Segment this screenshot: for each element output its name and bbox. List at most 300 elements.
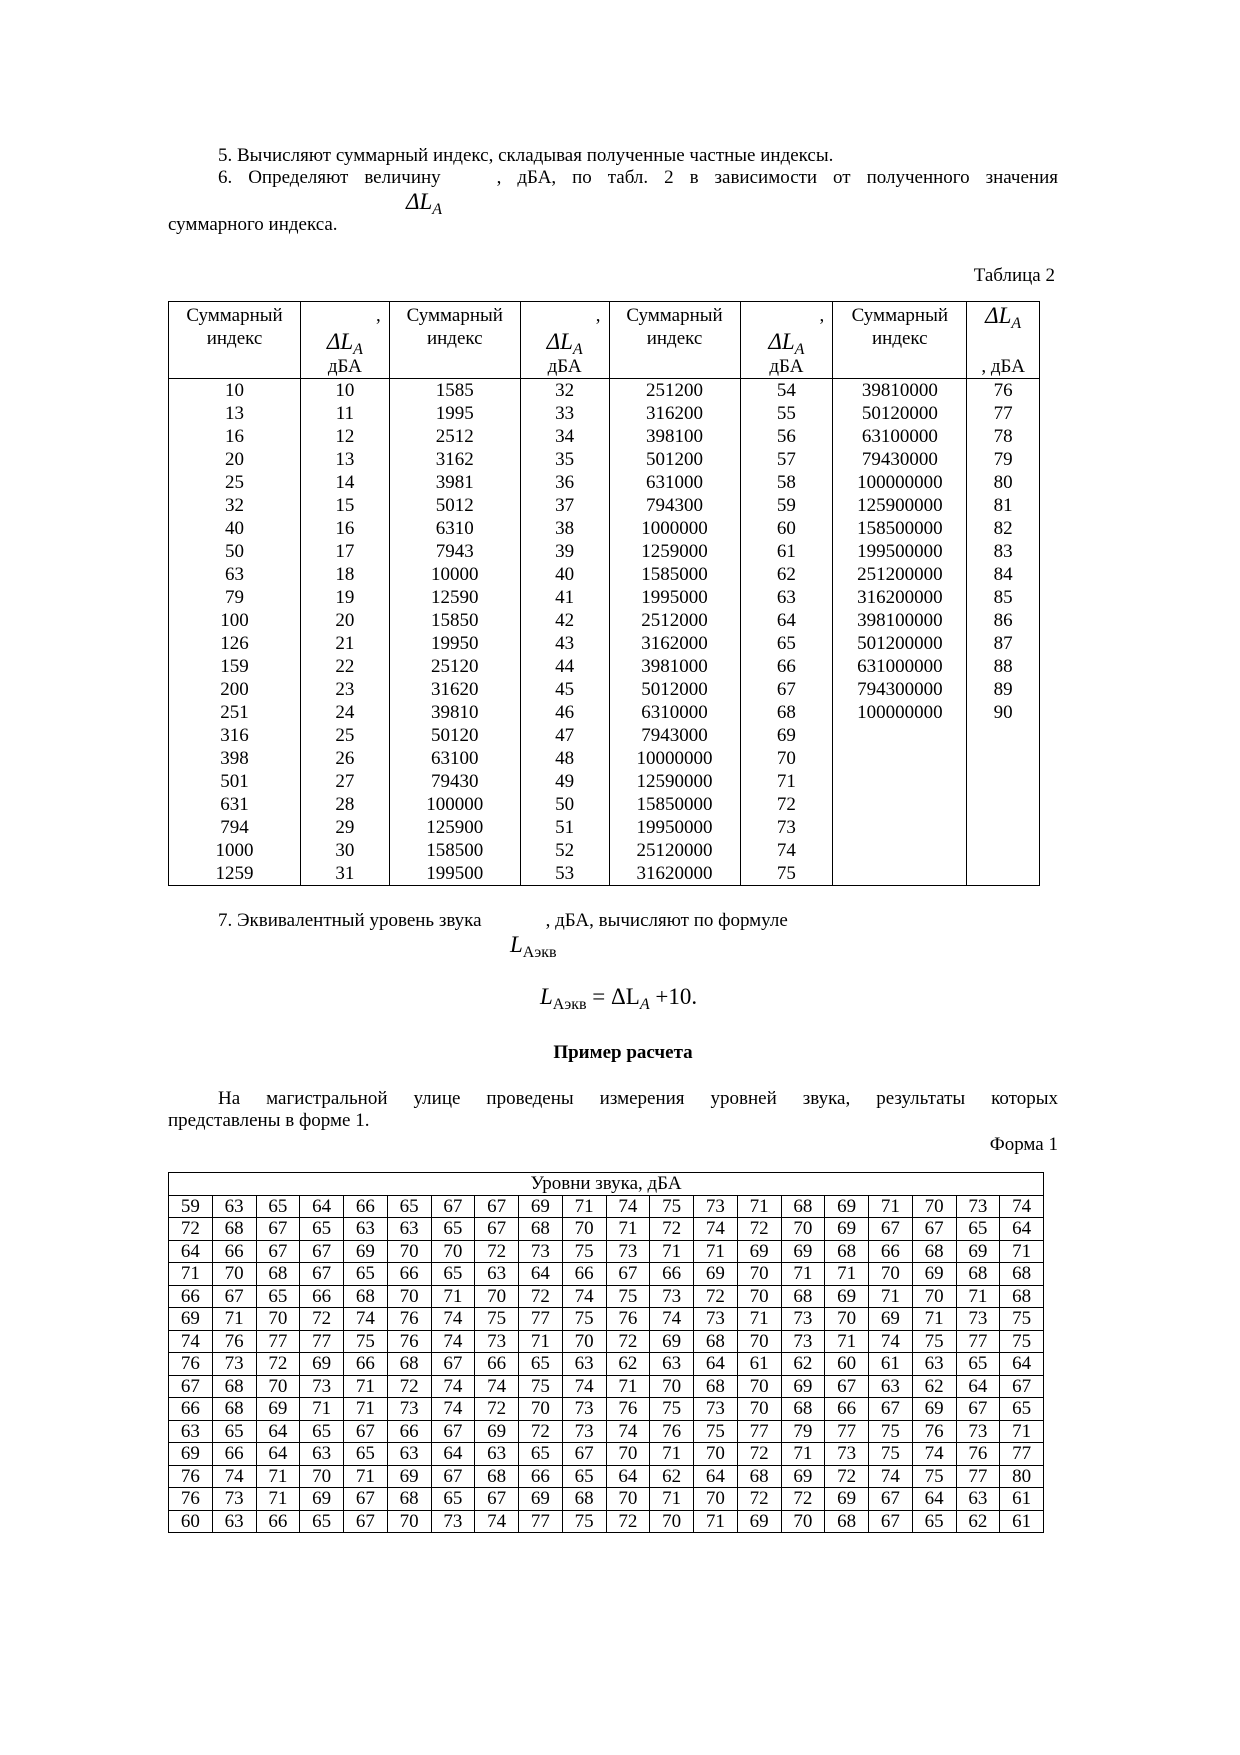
form-1-cell: 65 — [431, 1488, 475, 1511]
table-2-cell — [833, 862, 967, 886]
form-1-cell: 69 — [912, 1398, 956, 1421]
table-2-cell: 23 — [301, 678, 390, 701]
table-2-cell: 61 — [740, 540, 833, 563]
table-2-cell — [833, 839, 967, 862]
form-1-cell: 73 — [212, 1488, 256, 1511]
form-1-cell: 68 — [825, 1240, 869, 1263]
table-2-cell: 20 — [301, 609, 390, 632]
table-2-cell: 63100000 — [833, 425, 967, 448]
table-2-cell: 19 — [301, 586, 390, 609]
table-2-cell: 1995000 — [609, 586, 740, 609]
form-1-cell: 73 — [781, 1308, 825, 1331]
form-1-cell: 74 — [562, 1285, 606, 1308]
form-1-cell: 69 — [737, 1510, 781, 1533]
form-1-cell: 72 — [169, 1218, 213, 1241]
form-1-cell: 71 — [737, 1308, 781, 1331]
form-1-cell: 72 — [650, 1218, 694, 1241]
table-2-cell: 47 — [520, 724, 609, 747]
form-1-cell: 76 — [169, 1465, 213, 1488]
form-1-cell: 74 — [475, 1510, 519, 1533]
table-2-cell: 29 — [301, 816, 390, 839]
form-1-cell: 70 — [825, 1308, 869, 1331]
table-2-row — [169, 701, 1040, 724]
form-1-cell: 68 — [387, 1353, 431, 1376]
form-1-cell: 75 — [650, 1398, 694, 1421]
form-1-cell: 69 — [956, 1240, 1000, 1263]
form-1-cell: 71 — [344, 1465, 388, 1488]
form-1-cell: 66 — [300, 1285, 344, 1308]
table-2-cell: 82 — [967, 517, 1040, 540]
form-1-table — [168, 1172, 1044, 1533]
table-2-cell: 31620000 — [609, 862, 740, 886]
form-1-cell: 76 — [650, 1420, 694, 1443]
form-1-cell: 67 — [1000, 1375, 1044, 1398]
table-2-cell: 25120 — [389, 655, 520, 678]
form-1-cell: 71 — [256, 1488, 300, 1511]
form-1-cell: 68 — [825, 1510, 869, 1533]
form-1-cell: 69 — [519, 1488, 563, 1511]
form-1-cell: 67 — [869, 1488, 913, 1511]
form-1-cell: 74 — [431, 1308, 475, 1331]
form-1-cell: 72 — [737, 1488, 781, 1511]
table-2-cell: 12 — [301, 425, 390, 448]
form-1-cell: 77 — [956, 1465, 1000, 1488]
form-1-cell: 68 — [212, 1218, 256, 1241]
form-1-cell: 66 — [344, 1353, 388, 1376]
form-1-cell: 65 — [431, 1218, 475, 1241]
form-1-cell: 70 — [737, 1330, 781, 1353]
form-1-cell: 70 — [606, 1488, 650, 1511]
form-1-cell: 64 — [256, 1420, 300, 1443]
table-2-cell: 81 — [967, 494, 1040, 517]
table-2-cell — [833, 793, 967, 816]
form-1-cell: 75 — [562, 1240, 606, 1263]
col-delta-la-2: , $\Delta L_A$ дБА — [520, 302, 609, 379]
table-2-cell: 794300 — [609, 494, 740, 517]
form-1-cell: 64 — [912, 1488, 956, 1511]
table-2-cell: 59 — [740, 494, 833, 517]
form-1-cell: 65 — [344, 1443, 388, 1466]
form-1-cell: 75 — [912, 1465, 956, 1488]
table-2-cell — [967, 862, 1040, 886]
form-1-cell: 70 — [387, 1510, 431, 1533]
form-1-caption: Форма 1 — [989, 1134, 1058, 1155]
table-2-cell: 631000000 — [833, 655, 967, 678]
form-1-cell: 70 — [562, 1218, 606, 1241]
form-1-cell: 70 — [650, 1510, 694, 1533]
example-text-line-2: представлены в форме 1. — [168, 1110, 370, 1131]
table-2-cell: 57 — [740, 448, 833, 471]
form-1-cell: 72 — [781, 1488, 825, 1511]
table-2-cell — [833, 770, 967, 793]
form-1-cell: 77 — [1000, 1443, 1044, 1466]
table-2-cell: 15850000 — [609, 793, 740, 816]
table-2-cell: 3162 — [389, 448, 520, 471]
form-1-cell: 77 — [825, 1420, 869, 1443]
step-6-before: 6. Определяют величину — [218, 167, 441, 188]
table-2-cell: 10 — [301, 379, 390, 403]
table-2-cell: 199500000 — [833, 540, 967, 563]
table-2-cell: 5012 — [389, 494, 520, 517]
step-7-before: 7. Эквивалентный уровень звука — [218, 910, 482, 931]
table-2-cell: 1259000 — [609, 540, 740, 563]
table-2-cell: 251200000 — [833, 563, 967, 586]
table-2-cell: 32 — [520, 379, 609, 403]
table-2-cell: 794 — [169, 816, 301, 839]
table-2-row — [169, 402, 1040, 425]
table-2-cell: 54 — [740, 379, 833, 403]
table-2-cell: 125900 — [389, 816, 520, 839]
step-7-block — [188, 910, 1058, 966]
table-2-cell — [967, 747, 1040, 770]
form-1-cell: 77 — [519, 1510, 563, 1533]
table-2-row — [169, 471, 1040, 494]
form-1-cell: 74 — [1000, 1195, 1044, 1218]
form-1-cell: 72 — [475, 1398, 519, 1421]
table-2-cell: 79 — [169, 586, 301, 609]
form-1-cell: 67 — [169, 1375, 213, 1398]
step-6-after: , дБА, по табл. 2 в зависимости от полученного значения — [496, 167, 1058, 188]
form-1-cell: 76 — [169, 1488, 213, 1511]
form-1-cell: 70 — [300, 1465, 344, 1488]
form-1-cell: 65 — [519, 1443, 563, 1466]
form-1-cell: 75 — [1000, 1308, 1044, 1331]
form-1-cell: 74 — [431, 1398, 475, 1421]
form-1-cell: 66 — [169, 1285, 213, 1308]
form-1-cell: 67 — [475, 1195, 519, 1218]
form-1-cell: 67 — [256, 1240, 300, 1263]
table-2-cell: 50 — [520, 793, 609, 816]
table-2-cell: 50120 — [389, 724, 520, 747]
form-1-cell: 60 — [169, 1510, 213, 1533]
form-1-cell: 65 — [431, 1263, 475, 1286]
form-1-cell: 68 — [562, 1488, 606, 1511]
table-2-cell: 56 — [740, 425, 833, 448]
form-1-cell: 64 — [1000, 1218, 1044, 1241]
table-2-cell — [967, 793, 1040, 816]
col-summary-index-2: Суммарный индекс — [389, 302, 520, 379]
form-1-cell: 73 — [431, 1510, 475, 1533]
form-1-cell: 67 — [431, 1465, 475, 1488]
step-6-line — [188, 167, 1058, 189]
form-1-cell: 67 — [912, 1218, 956, 1241]
form-1-cell: 68 — [781, 1398, 825, 1421]
form-1-cell: 72 — [825, 1465, 869, 1488]
table-2-cell: 251 — [169, 701, 301, 724]
table-2-row — [169, 816, 1040, 839]
form-1-cell: 71 — [650, 1240, 694, 1263]
form-1-cell: 66 — [212, 1240, 256, 1263]
form-1-cell: 77 — [256, 1330, 300, 1353]
table-2-cell: 83 — [967, 540, 1040, 563]
form-1-row — [169, 1195, 1044, 1218]
table-2-cell: 68 — [740, 701, 833, 724]
form-1-cell: 76 — [912, 1420, 956, 1443]
table-2-cell: 501 — [169, 770, 301, 793]
form-1-cell: 76 — [212, 1330, 256, 1353]
form-1-cell: 73 — [562, 1398, 606, 1421]
form-1-cell: 71 — [562, 1195, 606, 1218]
form-1-cell: 63 — [475, 1443, 519, 1466]
form-1-cell: 71 — [781, 1443, 825, 1466]
table-2-cell: 13 — [169, 402, 301, 425]
form-1-body — [169, 1195, 1044, 1533]
form-1-row — [169, 1443, 1044, 1466]
form-1-cell: 75 — [562, 1308, 606, 1331]
form-1-cell: 67 — [256, 1218, 300, 1241]
form-1-cell: 68 — [475, 1465, 519, 1488]
form-1-cell: 71 — [212, 1308, 256, 1331]
form-1-cell: 71 — [825, 1330, 869, 1353]
form-1-cell: 66 — [387, 1420, 431, 1443]
form-1-cell: 68 — [212, 1398, 256, 1421]
form-1-cell: 71 — [256, 1465, 300, 1488]
form-1-cell: 67 — [475, 1488, 519, 1511]
table-2-cell: 63 — [740, 586, 833, 609]
table-2-cell: 1000000 — [609, 517, 740, 540]
form-1-cell: 69 — [387, 1465, 431, 1488]
table-2-cell: 69 — [740, 724, 833, 747]
form-1-cell: 70 — [387, 1285, 431, 1308]
table-2-cell: 62 — [740, 563, 833, 586]
form-1-cell: 70 — [431, 1240, 475, 1263]
form-1-cell: 71 — [956, 1285, 1000, 1308]
form-1-cell: 67 — [606, 1263, 650, 1286]
form-1-cell: 68 — [781, 1285, 825, 1308]
form-1-row — [169, 1218, 1044, 1241]
table-2-cell: 46 — [520, 701, 609, 724]
form-1-row — [169, 1285, 1044, 1308]
form-1-cell: 72 — [606, 1330, 650, 1353]
table-2-cell: 22 — [301, 655, 390, 678]
col-summary-index-4: Суммарный индекс — [833, 302, 967, 379]
table-2-header — [169, 302, 1040, 379]
form-1-cell: 77 — [300, 1330, 344, 1353]
form-1-cell: 67 — [431, 1353, 475, 1376]
table-2-cell: 158500000 — [833, 517, 967, 540]
table-2-cell: 200 — [169, 678, 301, 701]
table-2-cell: 71 — [740, 770, 833, 793]
form-1-cell: 71 — [650, 1443, 694, 1466]
col-delta-la-1: , $\Delta L_A$ дБА — [301, 302, 390, 379]
form-1-cell: 71 — [825, 1263, 869, 1286]
step-7-line — [188, 910, 788, 932]
form-1-cell: 65 — [1000, 1398, 1044, 1421]
table-2-cell: 25 — [169, 471, 301, 494]
form-1-cell: 71 — [519, 1330, 563, 1353]
col-summary-index-3: Суммарный индекс — [609, 302, 740, 379]
form-1-cell: 71 — [606, 1218, 650, 1241]
form-1-cell: 64 — [1000, 1353, 1044, 1376]
table-2-row — [169, 494, 1040, 517]
table-2-cell: 58 — [740, 471, 833, 494]
form-1-cell: 74 — [344, 1308, 388, 1331]
table-2-cell: 49 — [520, 770, 609, 793]
col-delta-la-3: , $\Delta L_A$ дБА — [740, 302, 833, 379]
table-2-cell: 158500 — [389, 839, 520, 862]
table-2-cell: 86 — [967, 609, 1040, 632]
table-2-cell: 38 — [520, 517, 609, 540]
form-1-cell: 63 — [300, 1443, 344, 1466]
form-1-cell: 71 — [781, 1263, 825, 1286]
form-1-cell: 71 — [169, 1263, 213, 1286]
table-2-cell: 51 — [520, 816, 609, 839]
form-1-cell: 71 — [344, 1375, 388, 1398]
form-1-cell: 68 — [519, 1218, 563, 1241]
form-1-cell: 61 — [1000, 1510, 1044, 1533]
form-1-row — [169, 1398, 1044, 1421]
table-2-cell — [967, 816, 1040, 839]
form-1-cell: 71 — [300, 1398, 344, 1421]
table-2-cell: 19950 — [389, 632, 520, 655]
table-2-cell: 1585 — [389, 379, 520, 403]
table-2-cell: 39810 — [389, 701, 520, 724]
form-1-cell: 70 — [737, 1398, 781, 1421]
table-2-cell: 31620 — [389, 678, 520, 701]
form-1-cell: 64 — [300, 1195, 344, 1218]
form-1-cell: 75 — [694, 1420, 738, 1443]
form-1-cell: 73 — [694, 1308, 738, 1331]
form-1-cell: 69 — [737, 1240, 781, 1263]
table-2-cell: 39810000 — [833, 379, 967, 403]
table-2-cell: 316 — [169, 724, 301, 747]
table-2-cell: 13 — [301, 448, 390, 471]
table-2-row — [169, 747, 1040, 770]
form-1-cell: 70 — [256, 1308, 300, 1331]
form-1-cell: 63 — [387, 1218, 431, 1241]
table-2-cell: 28 — [301, 793, 390, 816]
form-1-cell: 66 — [212, 1443, 256, 1466]
step-6-continuation: суммарного индекса. — [168, 214, 338, 235]
table-2-row — [169, 379, 1040, 403]
form-1-cell: 73 — [781, 1330, 825, 1353]
form-1-cell: 67 — [475, 1218, 519, 1241]
form-1-cell: 71 — [694, 1240, 738, 1263]
form-1-cell: 73 — [956, 1195, 1000, 1218]
form-1-cell: 75 — [475, 1308, 519, 1331]
form-1-cell: 69 — [825, 1488, 869, 1511]
form-1-cell: 63 — [475, 1263, 519, 1286]
form-1-cell: 71 — [650, 1488, 694, 1511]
form-1-cell: 68 — [212, 1375, 256, 1398]
form-1-cell: 70 — [256, 1375, 300, 1398]
table-2-cell: 21 — [301, 632, 390, 655]
table-2-cell: 79430000 — [833, 448, 967, 471]
table-2-cell: 63100 — [389, 747, 520, 770]
form-1-cell: 72 — [519, 1285, 563, 1308]
form-1-cell: 74 — [869, 1330, 913, 1353]
form-1-cell: 76 — [169, 1353, 213, 1376]
table-2-cell: 398100 — [609, 425, 740, 448]
form-1-cell: 63 — [169, 1420, 213, 1443]
form-1-cell: 65 — [387, 1195, 431, 1218]
table-2-cell: 66 — [740, 655, 833, 678]
table-2-cell — [833, 816, 967, 839]
form-1-cell: 75 — [519, 1375, 563, 1398]
form-1-cell: 69 — [781, 1465, 825, 1488]
table-2-cell: 12590000 — [609, 770, 740, 793]
form-1-cell: 71 — [869, 1195, 913, 1218]
table-2-cell: 398100000 — [833, 609, 967, 632]
table-2-cell: 32 — [169, 494, 301, 517]
table-2-cell: 30 — [301, 839, 390, 862]
table-2-cell: 53 — [520, 862, 609, 886]
table-2-cell: 17 — [301, 540, 390, 563]
form-1-cell: 73 — [519, 1240, 563, 1263]
col-summary-index-1: Суммарный индекс — [169, 302, 301, 379]
table-2-cell: 199500 — [389, 862, 520, 886]
form-1-cell: 62 — [606, 1353, 650, 1376]
form-1-cell: 65 — [956, 1353, 1000, 1376]
table-2-cell: 87 — [967, 632, 1040, 655]
form-1-cell: 70 — [519, 1398, 563, 1421]
form-1-cell: 70 — [869, 1263, 913, 1286]
form-1-cell: 70 — [737, 1285, 781, 1308]
table-2-cell: 55 — [740, 402, 833, 425]
form-1-cell: 72 — [737, 1443, 781, 1466]
form-1-cell: 65 — [956, 1218, 1000, 1241]
laekv-symbol: $L_{Аэкв}$ — [510, 932, 557, 961]
form-1-cell: 64 — [606, 1465, 650, 1488]
form-1-cell: 66 — [475, 1353, 519, 1376]
form-1-cell: 65 — [562, 1465, 606, 1488]
form-1-cell: 73 — [212, 1353, 256, 1376]
form-1-cell: 61 — [869, 1353, 913, 1376]
table-2-row — [169, 655, 1040, 678]
table-2-cell — [833, 724, 967, 747]
form-1-cell: 75 — [606, 1285, 650, 1308]
form-1-cell: 62 — [650, 1465, 694, 1488]
table-2 — [168, 301, 1040, 886]
form-1-cell: 70 — [606, 1443, 650, 1466]
form-1-cell: 63 — [650, 1353, 694, 1376]
form-1-cell: 74 — [606, 1195, 650, 1218]
form-1-header: Уровни звука, дБА — [169, 1173, 1044, 1196]
form-1-row — [169, 1510, 1044, 1533]
table-2-cell: 316200000 — [833, 586, 967, 609]
form-1-cell: 62 — [912, 1375, 956, 1398]
form-1-cell: 67 — [212, 1285, 256, 1308]
form-1-cell: 64 — [169, 1240, 213, 1263]
form-1-row — [169, 1240, 1044, 1263]
table-2-cell: 50120000 — [833, 402, 967, 425]
table-2-row — [169, 425, 1040, 448]
form-1-cell: 68 — [956, 1263, 1000, 1286]
table-2-row — [169, 770, 1040, 793]
table-2-row — [169, 678, 1040, 701]
form-1-cell: 70 — [562, 1330, 606, 1353]
table-2-cell: 2512 — [389, 425, 520, 448]
form-1-cell: 70 — [912, 1285, 956, 1308]
table-2-row — [169, 563, 1040, 586]
form-1-cell: 73 — [694, 1195, 738, 1218]
form-1-cell: 74 — [912, 1443, 956, 1466]
table-2-row — [169, 517, 1040, 540]
form-1-cell: 65 — [344, 1263, 388, 1286]
form-1-cell: 63 — [869, 1375, 913, 1398]
form-1-cell: 67 — [825, 1375, 869, 1398]
form-1-cell: 73 — [956, 1420, 1000, 1443]
table-2-row — [169, 793, 1040, 816]
table-2-cell: 64 — [740, 609, 833, 632]
table-2-cell: 63 — [169, 563, 301, 586]
table-2-cell: 26 — [301, 747, 390, 770]
table-2-row — [169, 609, 1040, 632]
form-1-cell: 72 — [256, 1353, 300, 1376]
form-1-cell: 72 — [387, 1375, 431, 1398]
table-2-cell: 80 — [967, 471, 1040, 494]
form-1-cell: 73 — [694, 1398, 738, 1421]
